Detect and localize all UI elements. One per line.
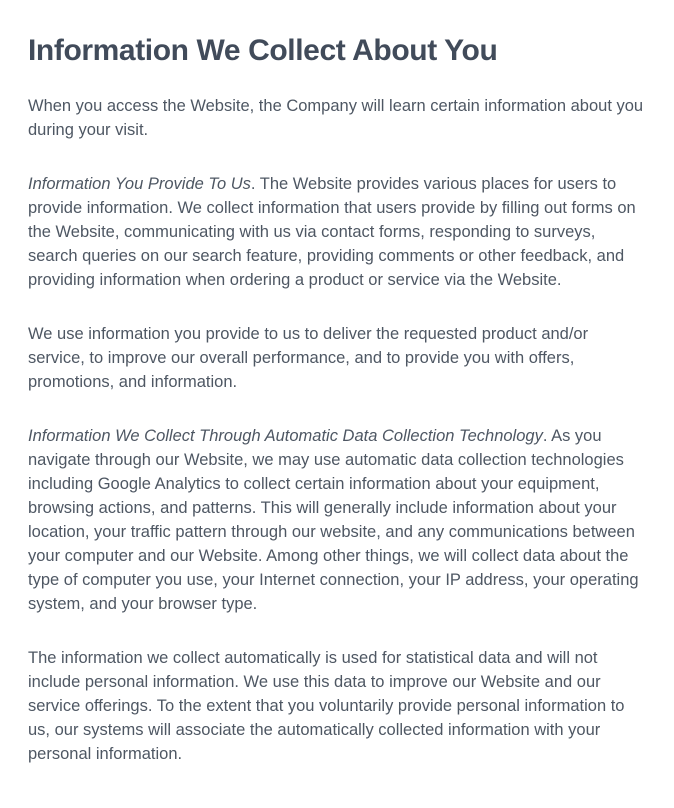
paragraph [28, 424, 646, 616]
paragraph-text: We use information you provide to us to deliver the requested product and/or service, to improve our overall performance, and to provide you with offers, promotions, and information. [28, 325, 589, 391]
article-body [28, 94, 646, 766]
page-title: Information We Collect About You [28, 34, 498, 67]
paragraph-text: . As you navigate through our Website, we may use automatic data collection technologies including Google Analytics to collect certain information about your equipment, browsing actions, and patterns. This will generally include information about your location, your traffic pattern through our website, and any communications between your computer and our Website. Among other things, we will collect data about the type of computer you use, your Internet connection, your IP address, your operating system, and your browser type. [28, 427, 639, 613]
paragraph [28, 322, 646, 394]
paragraph [28, 94, 646, 142]
paragraph-lead-italic: Information We Collect Through Automatic Data Collection Technology [28, 427, 543, 445]
paragraph-lead-italic: Information You Provide To Us [28, 175, 251, 193]
paragraph [28, 646, 646, 766]
paragraph [28, 172, 646, 292]
paragraph-text: . The Website provides various places for users to provide information. We collect information that users provide by filling out forms on the Website, communicating with us via contact forms, responding to surveys, search queries on our search feature, providing comments or other feedback, and providing information when ordering a product or service via the Website. [28, 175, 636, 289]
paragraph-text: When you access the Website, the Company will learn certain information about you during your visit. [28, 97, 644, 139]
paragraph-text: The information we collect automatically is used for statistical data and will not include personal information. We use this data to improve our Website and our service offerings. To the extent that you voluntarily provide personal information to us, our systems will associate the automatically collected information with your personal information. [28, 649, 625, 763]
